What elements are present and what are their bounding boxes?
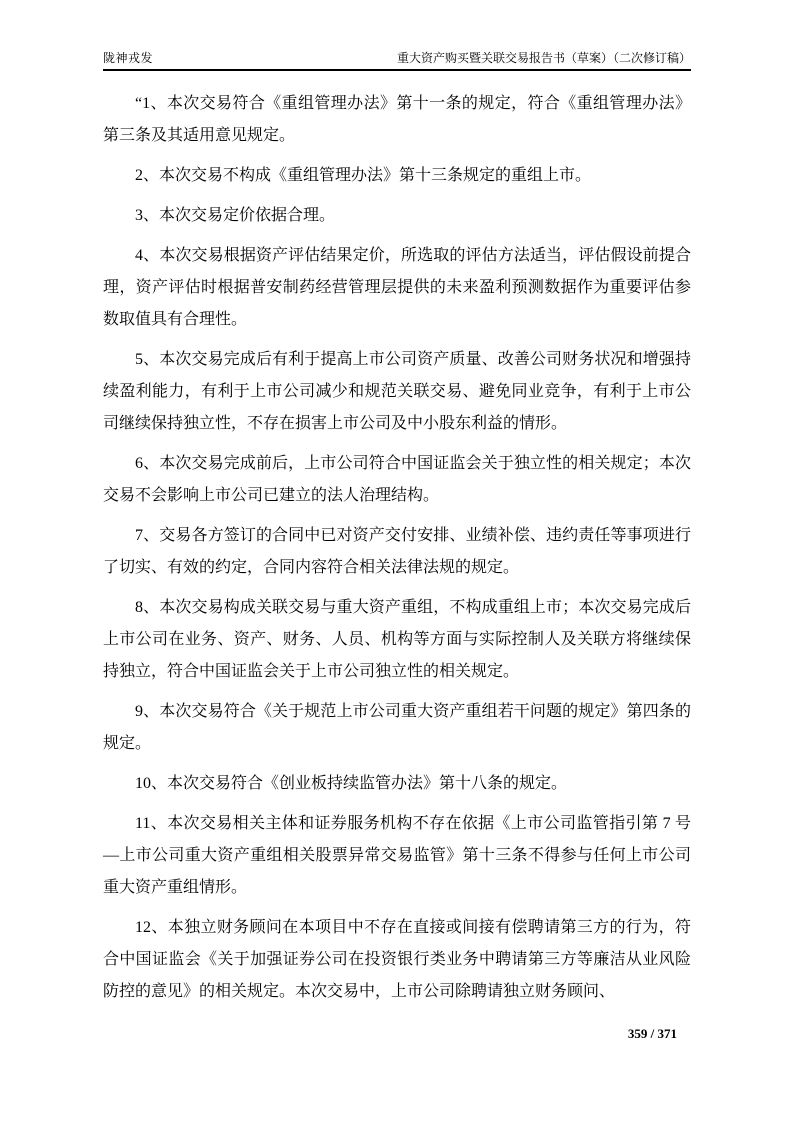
body-paragraph: 9、本次交易符合《关于规范上市公司重大资产重组若干问题的规定》第四条的规定。 xyxy=(103,703,691,752)
body-paragraph: 6、本次交易完成前后，上市公司符合中国证监会关于独立性的相关规定；本次交易不会影响上市公司已建立的法人治理结构。 xyxy=(103,455,691,504)
body-paragraph: 12、本独立财务顾问在本项目中不存在直接或间接有偿聘请第三方的行为，符合中国证监会《关于加强证券公司在投资银行类业务中聘请第三方等廉洁从业风险防控的意见》的相关规定。本次交易中，上市公司除聘请独立财务顾问、 xyxy=(103,919,691,1000)
body-paragraph: 4、本次交易根据资产评估结果定价，所选取的评估方法适当，评估假设前提合理，资产评估时根据普安制药经营管理层提供的未来盈利预测数据作为重要评估参数取值具有合理性。 xyxy=(103,247,691,328)
body-paragraph: 10、本次交易符合《创业板持续监管办法》第十八条的规定。 xyxy=(135,775,568,792)
document-body xyxy=(103,88,691,1016)
body-paragraph: “1、本次交易符合《重组管理办法》第十一条的规定，符合《重组管理办法》第三条及其适用意见规定。 xyxy=(103,95,691,144)
page-number: 359 / 371 xyxy=(627,1026,677,1041)
body-paragraph: 3、本次交易定价依据合理。 xyxy=(135,207,336,224)
body-paragraph: 7、交易各方签订的合同中已对资产交付安排、业绩补偿、违约责任等事项进行了切实、有效的约定，合同内容符合相关法律法规的规定。 xyxy=(103,527,691,576)
body-paragraph: 2、本次交易不构成《重组管理办法》第十三条规定的重组上市。 xyxy=(135,167,592,184)
header-report-title: 重大资产购买暨关联交易报告书（草案）（二次修订稿） xyxy=(396,51,691,65)
header-company-name: 陇神戎发 xyxy=(103,51,154,65)
page-header xyxy=(103,50,691,71)
body-paragraph: 8、本次交易构成关联交易与重大资产重组，不构成重组上市；本次交易完成后上市公司在业务、资产、财务、人员、机构等方面与实际控制人及关联方将继续保持独立，符合中国证监会关于上市公司独立性的相关规定。 xyxy=(103,599,691,680)
body-paragraph: 11、本次交易相关主体和证券服务机构不存在依据《上市公司监管指引第 7 号—上市公司重大资产重组相关股票异常交易监管》第十三条不得参与任何上市公司重大资产重组情形。 xyxy=(103,815,691,896)
body-paragraph: 5、本次交易完成后有利于提高上市公司资产质量、改善公司财务状况和增强持续盈利能力，有利于上市公司减少和规范关联交易、避免同业竞争，有利于上市公司继续保持独立性，不存在损害上市公司及中小股东利益的情形。 xyxy=(103,351,691,432)
